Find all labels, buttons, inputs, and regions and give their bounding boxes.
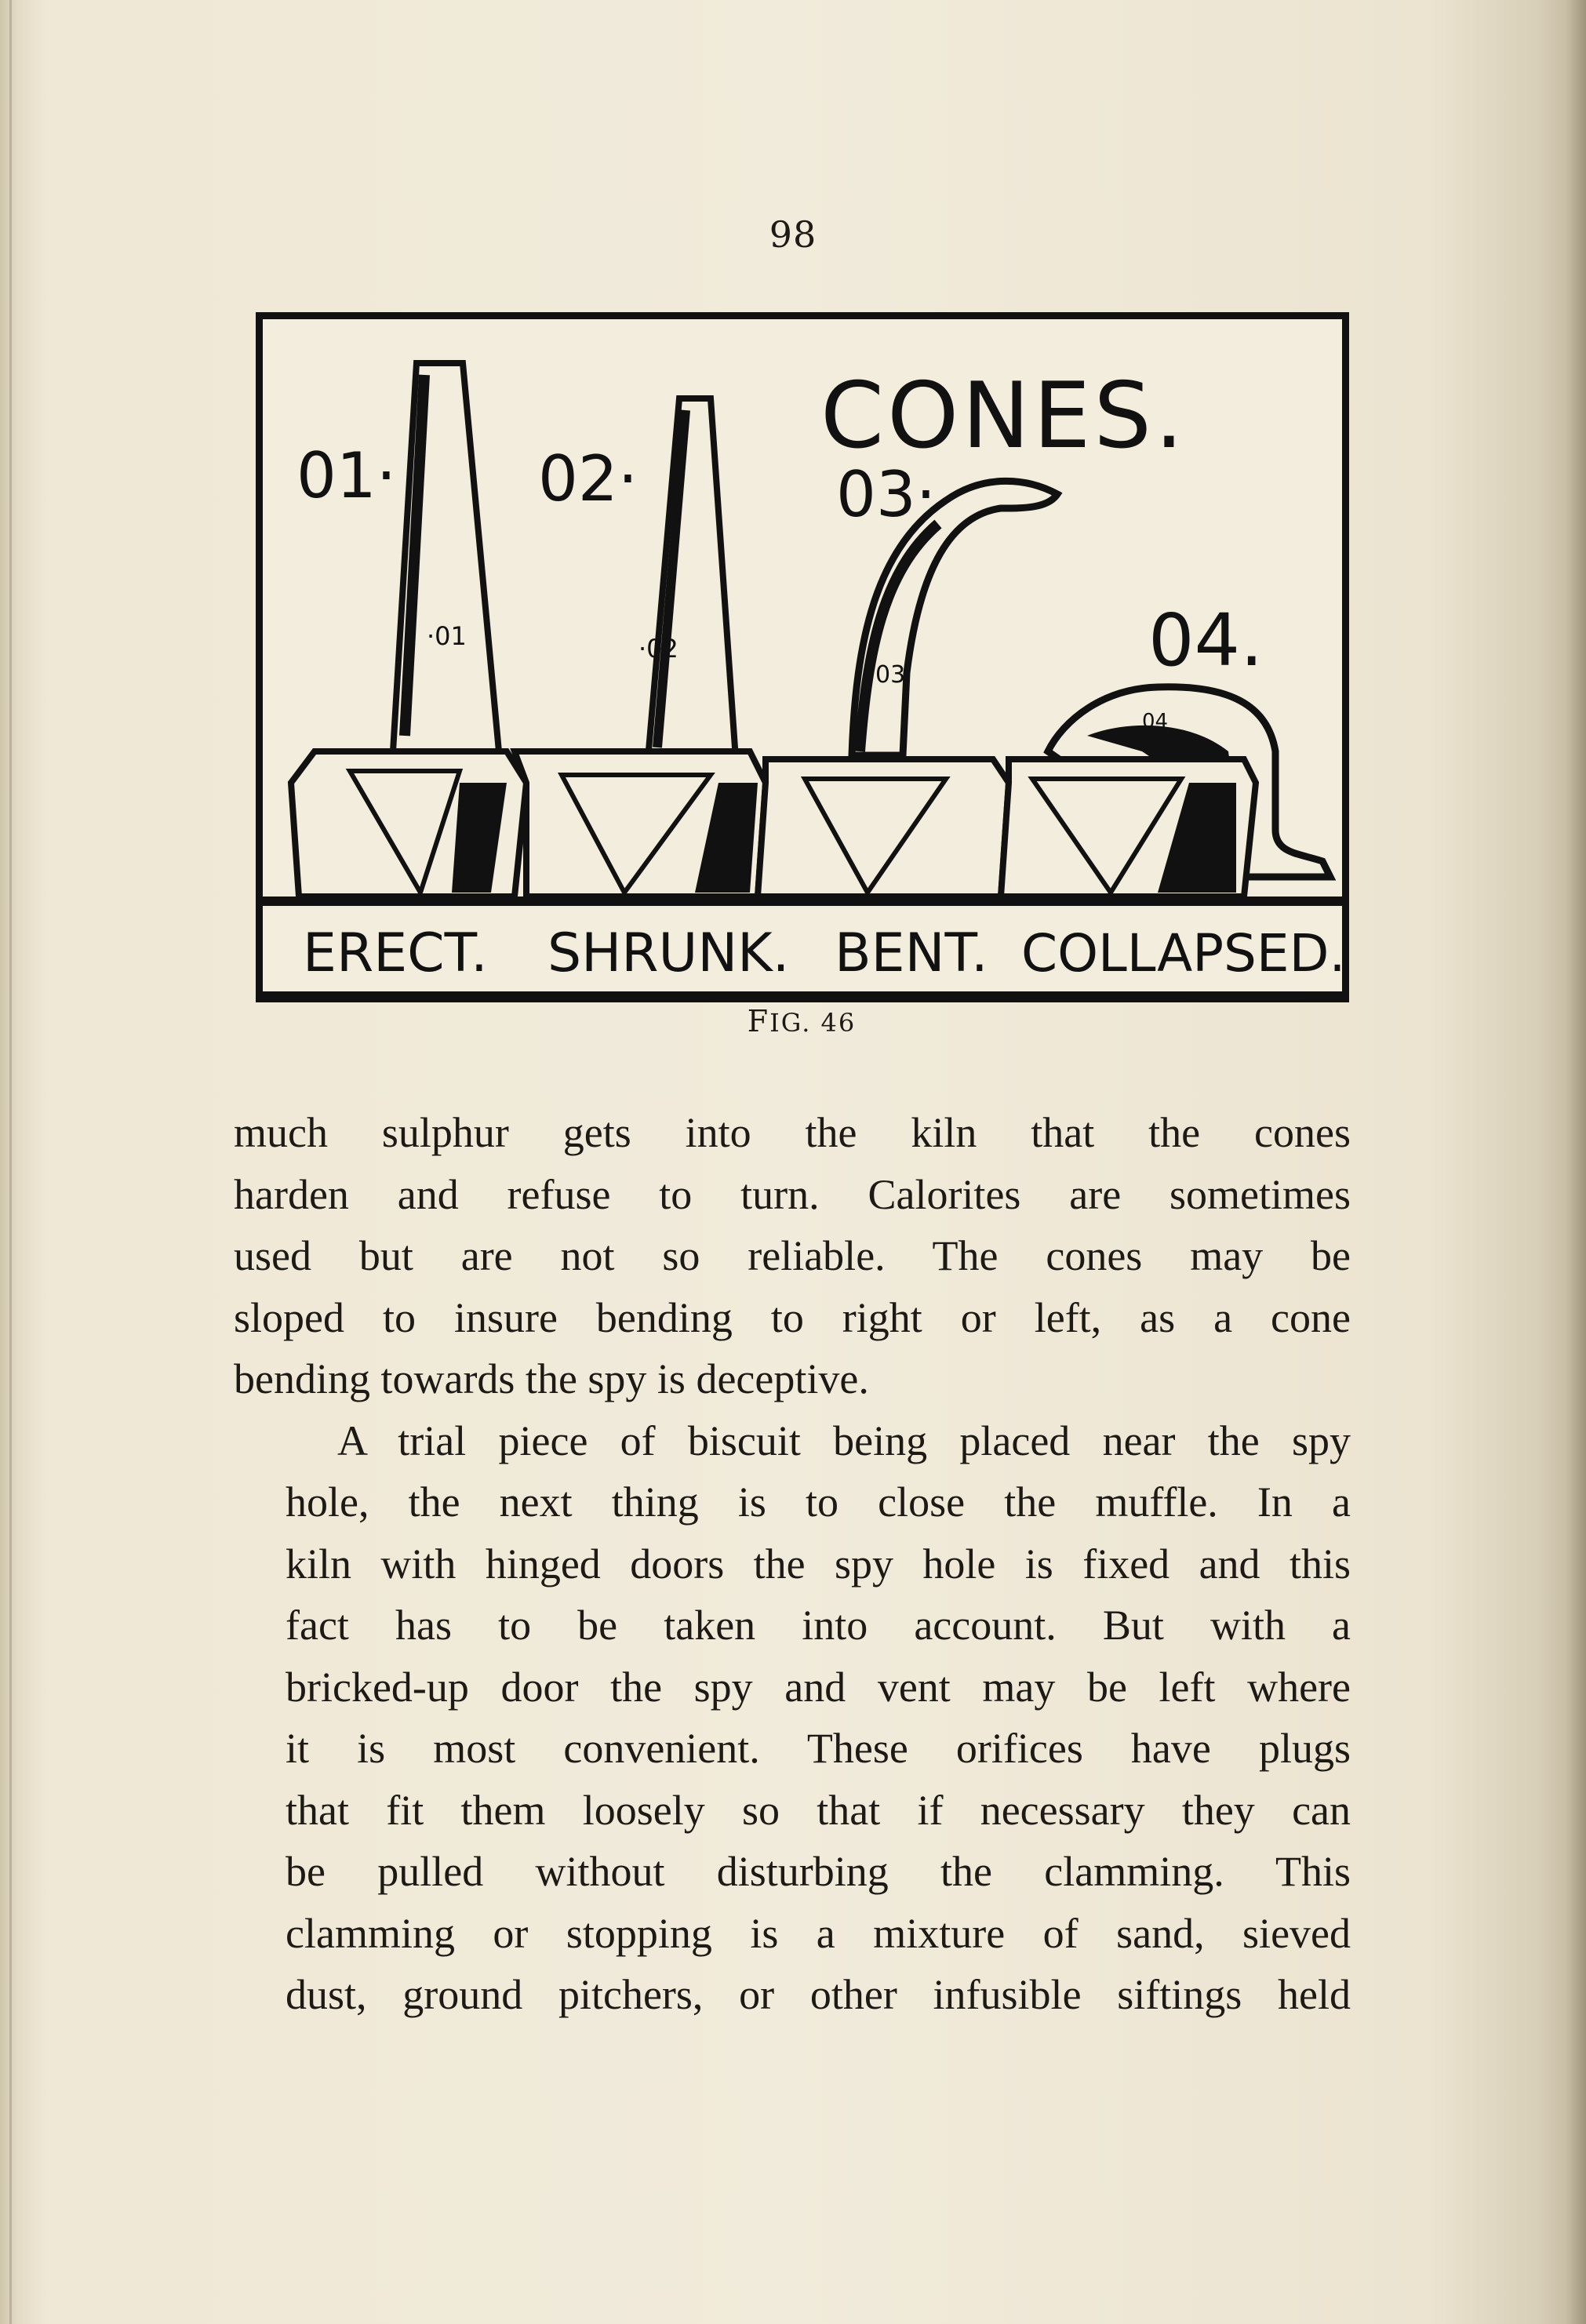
text-line: clamming or stopping is a mixture of sand, sieved	[286, 1909, 1351, 1957]
cone-small-label-04: 04	[1142, 710, 1169, 733]
cone-small-label-02: ·02	[638, 634, 678, 664]
figure-cones-illustration	[256, 312, 1349, 1002]
page-edge	[1566, 0, 1586, 2324]
text-line: fact has to be taken into account. But with a	[286, 1602, 1351, 1649]
paragraph-1	[234, 1102, 1351, 1410]
caption-text: IG. 46	[769, 1008, 857, 1038]
text-line: it is most convenient. These orifices have plugs	[286, 1725, 1351, 1772]
cone-number-01: 01·	[296, 439, 397, 512]
text-line: sloped to insure bending to right or left, as a cone	[234, 1293, 1351, 1341]
text-line: A trial piece of biscuit being placed near the spy	[337, 1417, 1351, 1464]
text-line: dust, ground pitchers, or other infusible siftings held	[286, 1971, 1351, 2018]
cone-small-label-03: 03	[875, 661, 906, 689]
figure-caption	[0, 1004, 1586, 1038]
state-label-shrunk: SHRUNK.	[547, 922, 790, 984]
cone-number-04: 04.	[1148, 598, 1264, 682]
caption-initial: F	[747, 1004, 770, 1038]
text-line: be pulled without disturbing the clamming. This	[286, 1848, 1351, 1895]
paragraph-2	[234, 1410, 1351, 2026]
state-label-erect: ERECT.	[303, 922, 488, 984]
text-line: kiln with hinged doors the spy hole is fixed and this	[286, 1540, 1351, 1588]
text-line: that fit them loosely so that if necessary they can	[286, 1786, 1351, 1834]
cone-number-02: 02·	[538, 442, 638, 515]
spine-shadow	[9, 0, 12, 2324]
text-line: used but are not so reliable. The cones may be	[234, 1232, 1351, 1279]
text-line: bending towards the spy is deceptive.	[234, 1355, 869, 1402]
body-text	[234, 1102, 1351, 2026]
page-number: 98	[769, 213, 817, 256]
state-label-bent: BENT.	[835, 922, 988, 984]
cone-number-03: 03·	[836, 458, 937, 531]
text-line: bricked-up door the spy and vent may be left where	[286, 1663, 1351, 1711]
text-line: much sulphur gets into the kiln that the cones	[234, 1109, 1351, 1156]
figure-title: CONES.	[820, 363, 1187, 469]
state-label-collapsed: COLLAPSED.	[1021, 923, 1346, 984]
text-line: hole, the next thing is to close the muffle. In a	[286, 1478, 1351, 1526]
text-line: harden and refuse to turn. Calorites are sometimes	[234, 1170, 1351, 1218]
cone-small-label-01: ·01	[427, 621, 467, 651]
